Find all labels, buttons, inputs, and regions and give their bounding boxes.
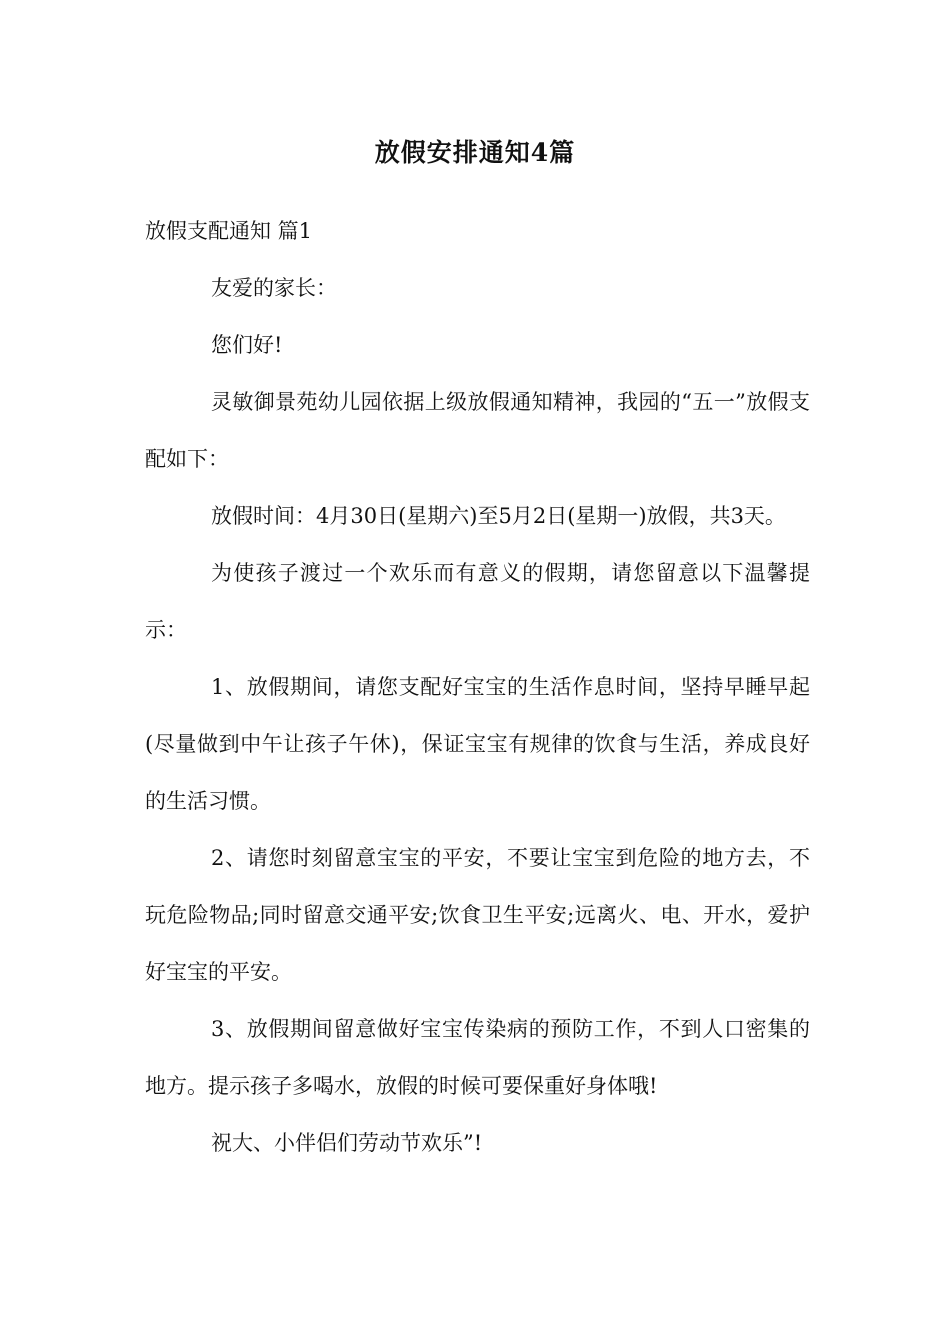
- document-body: [145, 203, 810, 1172]
- section-heading: 放假支配通知 篇1: [145, 219, 313, 243]
- salutation: 友爱的家长：: [211, 276, 337, 300]
- greeting: 您们好!: [211, 333, 283, 357]
- intro-paragraph: 灵敏御景苑幼儿园依据上级放假通知精神，我园的“五一”放假支配如下：: [145, 390, 810, 471]
- closing-wish: 祝大、小伴侣们劳动节欢乐”!: [211, 1131, 483, 1155]
- holiday-time-paragraph: 放假时间：4月30日(星期六)至5月2日(星期一)放假，共3天。: [211, 504, 786, 528]
- document-title: 放假安排通知4篇: [374, 138, 576, 167]
- tip-1-paragraph: 1、放假期间，请您支配好宝宝的生活作息时间，坚持早睡早起(尽量做到中午让孩子午休)，保证宝宝有规律的饮食与生活，养成良好的生活习惯。: [145, 675, 810, 813]
- tip-3-paragraph: 3、放假期间留意做好宝宝传染病的预防工作，不到人口密集的地方。提示孩子多喝水，放假的时候可要保重好身体哦!: [145, 1017, 810, 1098]
- tip-2-paragraph: 2、请您时刻留意宝宝的平安，不要让宝宝到危险的地方去，不玩危险物品;同时留意交通平安;饮食卫生平安;远离火、电、开水，爱护好宝宝的平安。: [145, 846, 810, 984]
- tips-intro-paragraph: 为使孩子渡过一个欢乐而有意义的假期，请您留意以下温馨提示：: [145, 561, 810, 642]
